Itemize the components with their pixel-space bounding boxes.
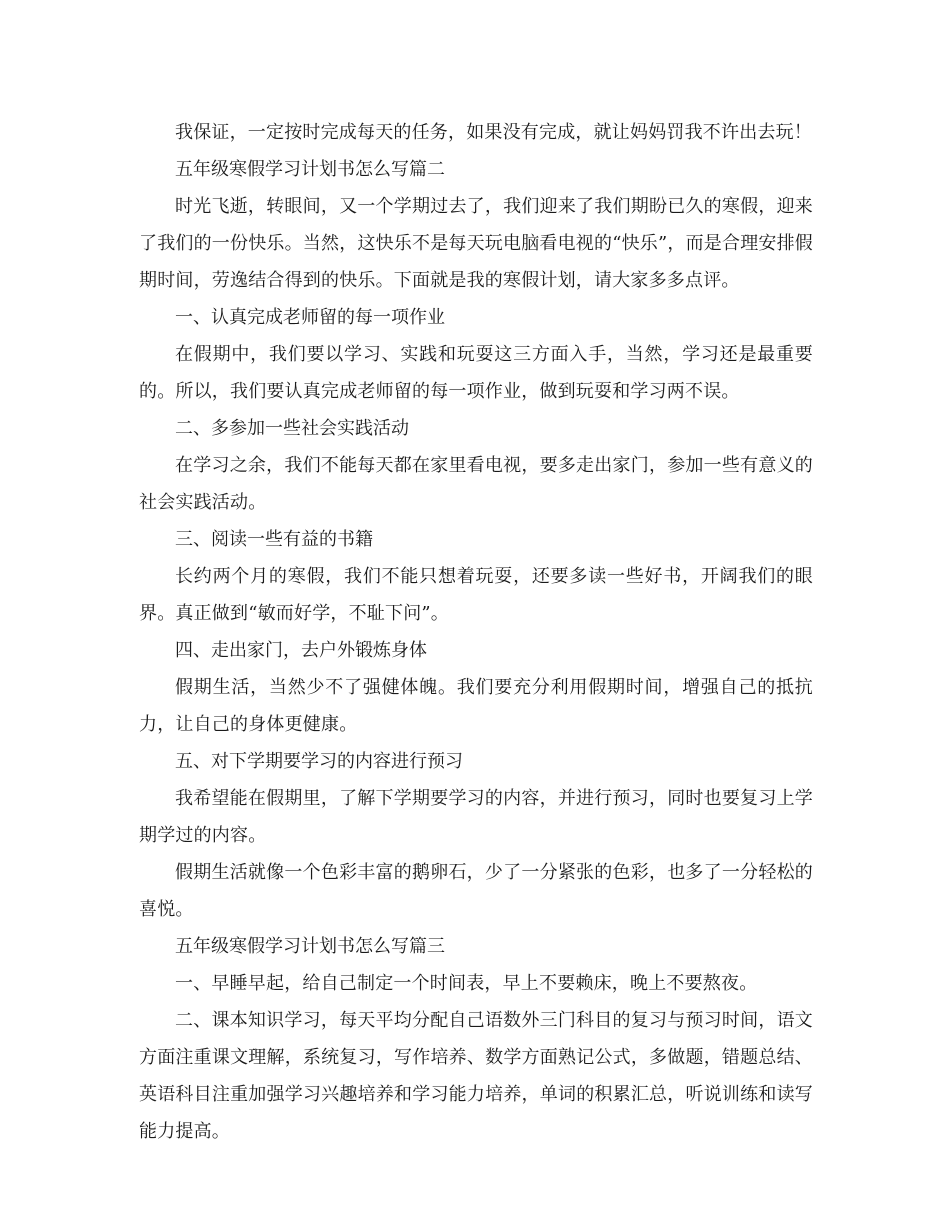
- item-heading-reading: 三、阅读一些有益的书籍: [175, 529, 373, 550]
- document-page: [139, 114, 813, 1150]
- item-heading-homework: 一、认真完成老师留的每一项作业: [175, 307, 445, 328]
- item-heading-preview: 五、对下学期要学习的内容进行预习: [175, 751, 463, 772]
- intro-paragraph: 时光飞逝，转眼间，又一个学期过去了，我们迎来了我们期盼已久的寒假，迎来了我们的一份快乐。当然，这快乐不是每天玩电脑看电视的“快乐”，而是合理安排假期时间，劳逸结合得到的快乐。下面就是我的寒假计划，请大家多多点评。: [139, 196, 814, 291]
- item-heading-exercise: 四、走出家门，去户外锻炼身体: [175, 640, 427, 661]
- closing-paragraph: 假期生活就像一个色彩丰富的鹅卵石，少了一分紧张的色彩，也多了一分轻松的喜悦。: [139, 862, 813, 920]
- study-paragraph: 二、课本知识学习，每天平均分配自己语数外三门科目的复习与预习时间，语文方面注重课文理解，系统复习，写作培养、数学方面熟记公式，多做题，错题总结、英语科目注重加强学习兴趣培养和学习能力培养，单词的积累汇总，听说训练和读写能力提高。: [139, 1010, 813, 1142]
- homework-paragraph: 在假期中，我们要以学习、实践和玩耍这三方面入手，当然，学习还是最重要的。所以，我们要认真完成老师留的每一项作业，做到玩耍和学习两不误。: [139, 344, 813, 402]
- schedule-paragraph: 一、早睡早起，给自己制定一个时间表，早上不要赖床，晚上不要熬夜。: [175, 973, 758, 994]
- item-heading-social-practice: 二、多参加一些社会实践活动: [175, 418, 409, 439]
- pledge-paragraph: 我保证，一定按时完成每天的任务，如果没有完成，就让妈妈罚我不许出去玩！: [175, 122, 812, 143]
- section-title-part-two: 五年级寒假学习计划书怎么写篇二: [175, 159, 445, 180]
- reading-paragraph: 长约两个月的寒假，我们不能只想着玩耍，还要多读一些好书，开阔我们的眼界。真正做到“敏而好学，不耻下问”。: [139, 566, 813, 624]
- section-title-part-three: 五年级寒假学习计划书怎么写篇三: [175, 936, 445, 957]
- social-practice-paragraph: 在学习之余，我们不能每天都在家里看电视，要多走出家门，参加一些有意义的社会实践活动。: [139, 455, 813, 513]
- exercise-paragraph: 假期生活，当然少不了强健体魄。我们要充分利用假期时间，增强自己的抵抗力，让自己的身体更健康。: [139, 677, 813, 735]
- preview-paragraph: 我希望能在假期里，了解下学期要学习的内容，并进行预习，同时也要复习上学期学过的内容。: [139, 788, 813, 846]
